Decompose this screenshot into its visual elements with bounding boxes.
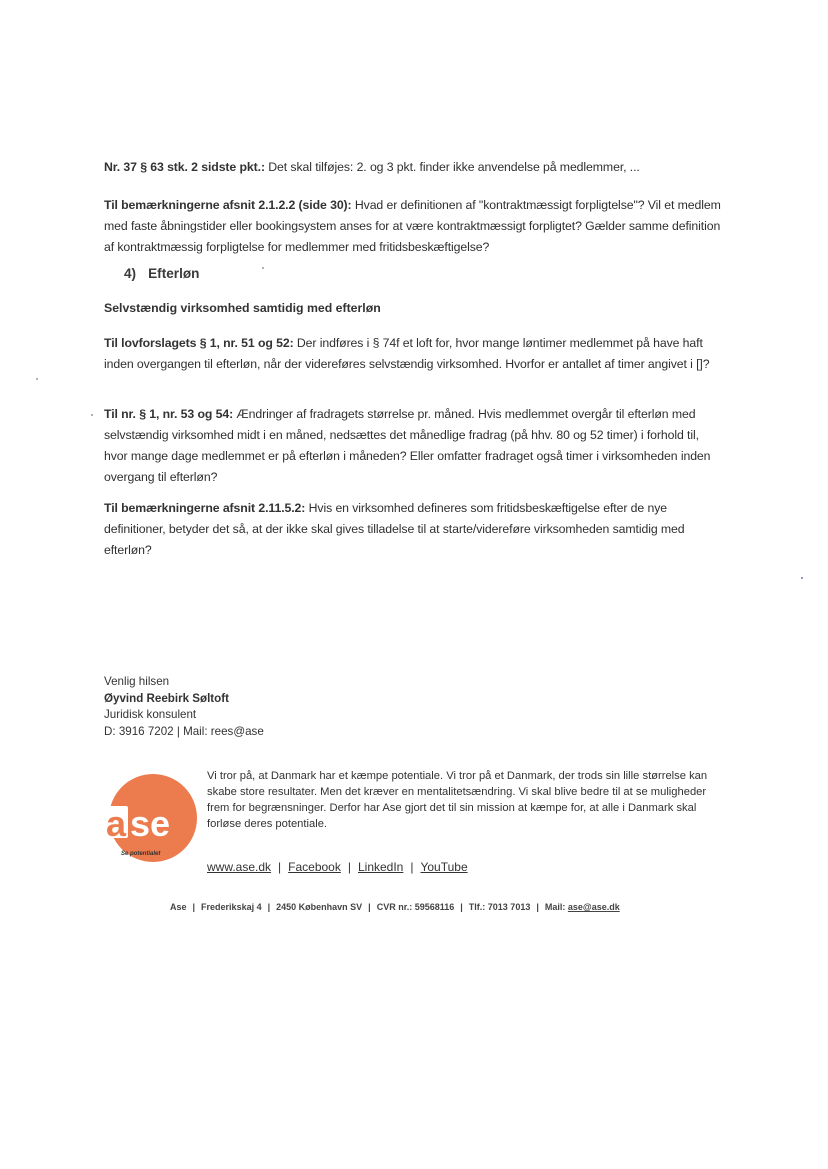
facebook-link[interactable]: Facebook	[288, 860, 341, 874]
paragraph-bill-53-54	[104, 404, 722, 488]
footer-separator: |	[460, 902, 463, 912]
signature-block	[104, 674, 264, 740]
scan-speck	[36, 378, 38, 380]
link-separator: |	[410, 860, 414, 874]
scan-speck	[801, 577, 803, 579]
footer-city: 2450 København SV	[276, 902, 363, 912]
link-separator: |	[347, 860, 351, 874]
scan-speck	[262, 267, 264, 269]
footer-phone: Tlf.: 7013 7013	[468, 902, 531, 912]
paragraph-reference: Til bemærkningerne afsnit 2.1.2.2 (side 30):	[104, 198, 352, 212]
logo-caption: Se potentialet	[121, 851, 161, 857]
footer-company: Ase	[170, 902, 187, 912]
footer-separator: |	[536, 902, 539, 912]
footer-street: Frederikskaj 4	[201, 902, 262, 912]
social-links	[207, 860, 468, 874]
signature-title: Juridisk konsulent	[104, 708, 197, 721]
paragraph-section-37	[104, 157, 722, 178]
footer-separator: |	[192, 902, 196, 912]
section-number: 4)	[124, 266, 137, 281]
paragraph-remarks-2-11-5-2	[104, 498, 722, 561]
promo-text	[207, 768, 727, 832]
paragraph-reference: Til nr. § 1, nr. 53 og 54:	[104, 407, 234, 421]
paragraph-reference: Nr. 37 § 63 stk. 2 sidste pkt.:	[104, 160, 265, 174]
paragraph-bill-51-52	[104, 333, 722, 375]
signature-name: Øyvind Reebirk Søltoft	[104, 691, 229, 705]
paragraph-text: Hvad er definitionen af "kontraktmæssigt forpligtelse"? Vil et medlem med faste åbningstider eller bookingsystem anses for at være kontraktmæssigt forpligtet? Gælder samme definition af kontraktmæssig forpligtelse for medlemmer med fritidsbeskæftigelse?	[104, 198, 721, 254]
paragraph-remarks-2-1-2-2	[104, 195, 722, 258]
paragraph-text: Hvis en virksomhed defineres som fritidsbeskæftigelse efter de nye definitioner, betyder det så, at der ikke skal gives tilladelse til at starte/videreføre virksomheden samtidig med efterløn?	[104, 501, 685, 557]
section-title: Efterløn	[148, 266, 200, 281]
paragraph-text: Det skal tilføjes: 2. og 3 pkt. finder ikke anvendelse på medlemmer, ...	[264, 160, 640, 174]
footer-cvr: CVR nr.: 59568116	[376, 902, 455, 912]
scan-speck	[91, 414, 93, 416]
signature-greeting: Venlig hilsen	[104, 675, 170, 688]
logo-letters-se: se	[130, 803, 171, 844]
paragraph-text: Der indføres i § 74f et loft for, hvor mange løntimer medlemmet på have haft inden overgangen til efterløn, når der videreføres selvstændig virksomhed. Hvorfor er antallet af timer angivet i []?	[104, 336, 710, 371]
promo-paragraph-1: Vi tror på, at Danmark har et kæmpe potentiale. Vi tror på et Danmark, der trods sin lille størrelse kan skabe store resultater. Men det kræver en mentalitetsændring. Vi skal blive bedre til at se muligheder	[207, 770, 708, 798]
paragraph-text: Ændringer af fradragets størrelse pr. måned. Hvis medlemmet overgår til efterløn med selvstændig virksomhed midt i en måned, nedsættes det månedlige fradrag (på hhv. 80 og 52 timer) i forhold til, hvor mange dage medlemmet er på efterløn i måneden? Eller omfatter fradraget også timer i virksomheden inden overgang til efterløn?	[104, 407, 711, 484]
youtube-link[interactable]: YouTube	[420, 860, 468, 874]
footer-address	[170, 902, 620, 912]
linkedin-link[interactable]: LinkedIn	[357, 860, 404, 874]
signature-contact: D: 3916 7202 | Mail: rees@ase	[104, 724, 264, 738]
promo-paragraph-2: frem for begrænsninger. Derfor har Ase gjort det til sin mission at kæmpe for, at alle i Danmark skal forløse deres potentiale.	[207, 802, 697, 830]
section-heading	[124, 266, 199, 281]
footer-separator: |	[368, 902, 371, 912]
subsection-heading: Selvstændig virksomhed samtidig med efterløn	[104, 301, 381, 315]
website-link[interactable]: www.ase.dk	[207, 860, 272, 874]
footer-mail-link[interactable]: ase@ase.dk	[567, 902, 620, 912]
logo-letter-a: a	[106, 803, 127, 844]
link-separator: |	[278, 860, 282, 874]
footer-mail-label: Mail:	[544, 902, 566, 912]
paragraph-reference: Til bemærkningerne afsnit 2.11.5.2:	[104, 501, 306, 515]
paragraph-reference: Til lovforslagets § 1, nr. 51 og 52:	[104, 336, 294, 350]
footer-separator: |	[267, 902, 271, 912]
